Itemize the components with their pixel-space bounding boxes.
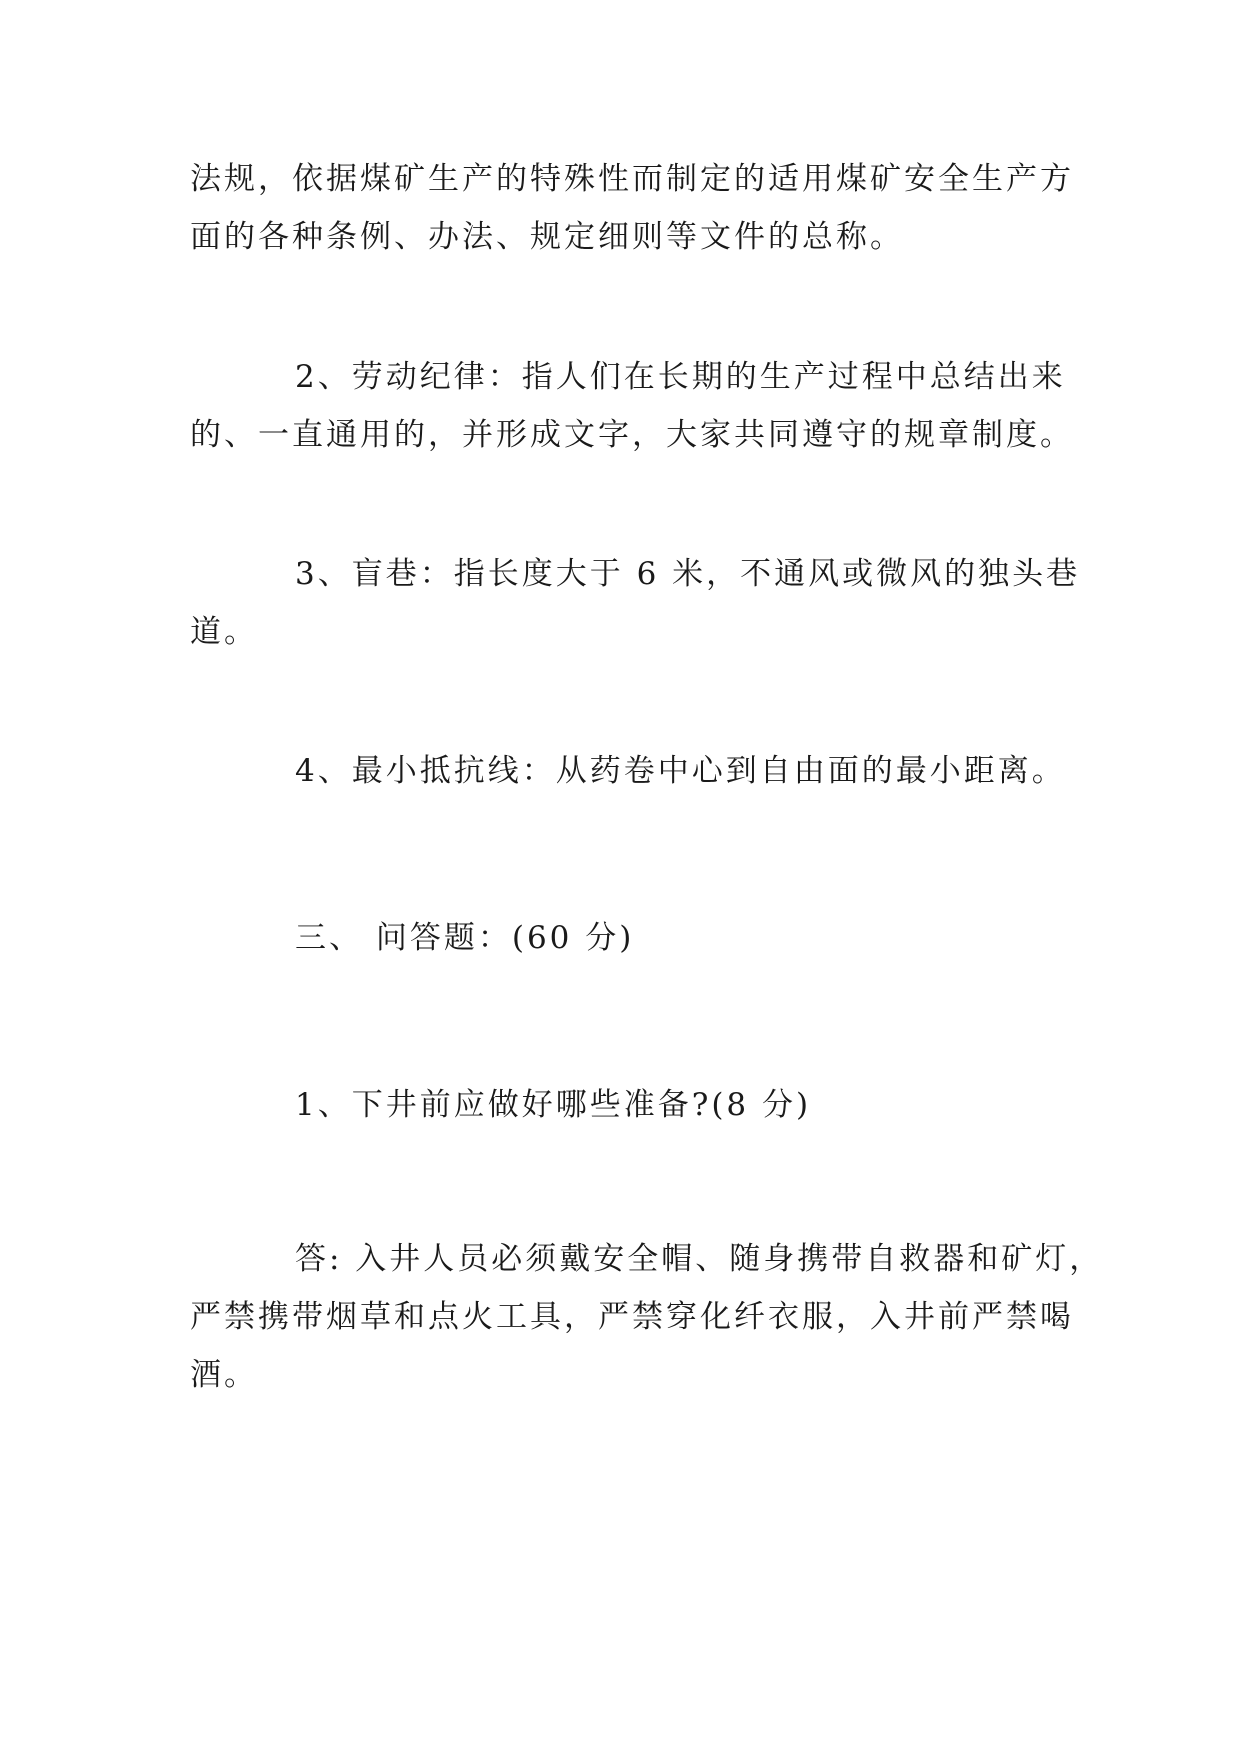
text-line: 的、一直通用的，并形成文字，大家共同遵守的规章制度。: [190, 417, 1074, 453]
answer-1: [190, 1230, 1104, 1404]
text-line: 2、劳动纪律：指人们在长期的生产过程中总结出来: [295, 359, 1066, 395]
paragraph-labor-discipline: [190, 348, 1074, 464]
text-line: 答: 入井人员必须戴安全帽、随身携带自救器和矿灯，: [295, 1241, 1104, 1277]
text-line: 3、盲巷：指长度大于 6 米，不通风或微风的独头巷: [295, 556, 1081, 592]
text-line: 4、最小抵抗线：从药卷中心到自由面的最小距离。: [295, 753, 1066, 789]
paragraph-minimum-resistance-line: [190, 742, 1066, 800]
text-line: 道。: [190, 614, 258, 650]
text-line: 法规，依据煤矿生产的特殊性而制定的适用煤矿安全生产方: [190, 161, 1074, 197]
text-line: 酒。: [190, 1357, 258, 1393]
section-heading: 三、 问答题：(60 分): [295, 920, 635, 956]
text-line: 面的各种条例、办法、规定细则等文件的总称。: [190, 219, 904, 255]
question-1: [190, 1076, 1050, 1134]
paragraph-blind-roadway: [190, 545, 1081, 661]
section-heading-questions: [190, 909, 1050, 967]
question-text: 1、下井前应做好哪些准备?(8 分): [295, 1087, 812, 1123]
text-line: 严禁携带烟草和点火工具，严禁穿化纤衣服，入井前严禁喝: [190, 1299, 1074, 1335]
paragraph-definition-continued: [190, 150, 1074, 266]
